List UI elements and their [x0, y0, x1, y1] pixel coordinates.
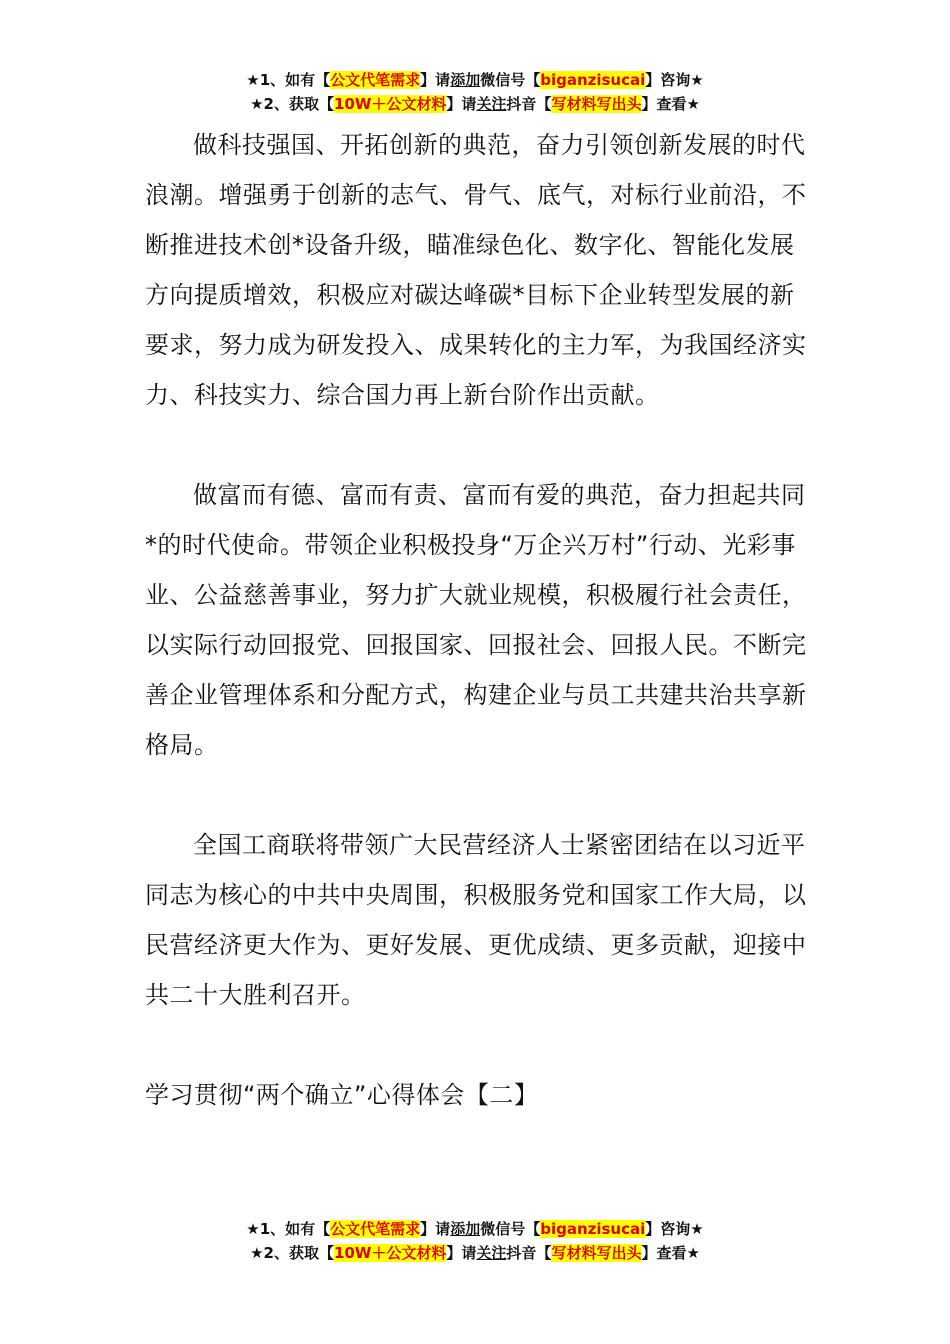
highlight-wechat-id: biganzisucai	[540, 71, 646, 89]
section-heading: 学习贯彻“两个确立”心得体会【二】	[145, 1081, 539, 1109]
highlight-materials: 10W＋公文材料	[333, 95, 447, 113]
paragraph-conclusion: 全国工商联将带领广大民营经济人士紧密团结在以习近平同志为核心的中共中央周围，积极服务党和国家工作大局，以民营经济更大作为、更好发展、更优成绩、更多贡献，迎接中共二十大胜利召开。	[145, 831, 807, 1009]
highlight-service: 公文代笔需求	[330, 71, 421, 89]
header-banner	[0, 68, 950, 116]
highlight-wechat-id: biganzisucai	[540, 1220, 646, 1238]
highlight-douyin-account: 写材料写出头	[551, 1244, 642, 1262]
banner-line-1: ★1、如有【公文代笔需求】请添加微信号【biganzisucai】咨询★	[246, 71, 704, 89]
banner-line-1: ★1、如有【公文代笔需求】请添加微信号【biganzisucai】咨询★	[246, 1220, 704, 1238]
highlight-service: 公文代笔需求	[330, 1220, 421, 1238]
highlight-douyin-account: 写材料写出头	[551, 95, 642, 113]
banner-line-2: ★2、获取【10W＋公文材料】请关注抖音【写材料写出头】查看★	[250, 95, 700, 113]
paragraph-innovation: 做科技强国、开拓创新的典范，奋力引领创新发展的时代浪潮。增强勇于创新的志气、骨气、底气，对标行业前沿，不断推进技术创*设备升级，瞄准绿色化、数字化、智能化发展方向提质增效，积极应对碳达峰碳*目标下企业转型发展的新要求，努力成为研发投入、成果转化的主力军，为我国经济实力、科技实力、综合国力再上新台阶作出贡献。	[145, 131, 807, 409]
highlight-materials: 10W＋公文材料	[333, 1244, 447, 1262]
document-body	[145, 120, 815, 1120]
paragraph-responsibility: 做富而有德、富而有责、富而有爱的典范，奋力担起共同*的时代使命。带领企业积极投身“万企兴万村”行动、光彩事业、公益慈善事业，努力扩大就业规模，积极履行社会责任，以实际行动回报党、回报国家、回报社会、回报人民。不断完善企业管理体系和分配方式，构建企业与员工共建共治共享新格局。	[145, 481, 807, 759]
footer-banner	[0, 1217, 950, 1265]
banner-line-2: ★2、获取【10W＋公文材料】请关注抖音【写材料写出头】查看★	[250, 1244, 700, 1262]
